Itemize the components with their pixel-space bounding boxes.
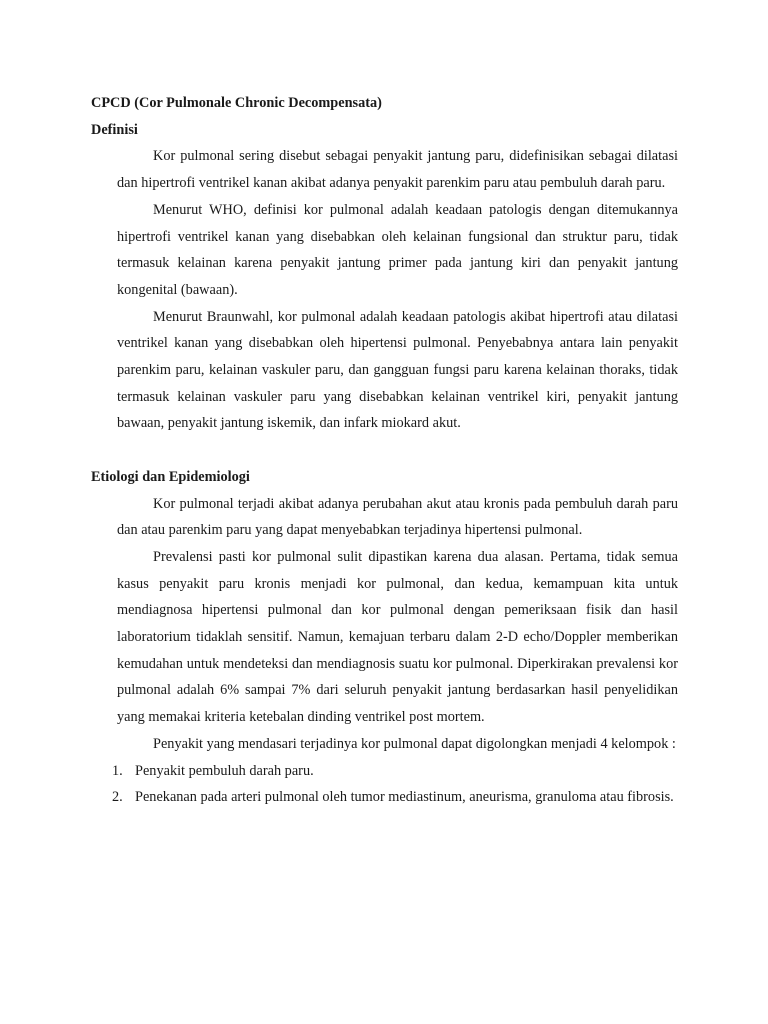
- section-heading-etiologi: Etiologi dan Epidemiologi: [91, 468, 250, 485]
- list-item-text: Penyakit pembuluh darah paru.: [135, 762, 314, 779]
- section-spacer: [91, 437, 678, 464]
- section-heading-definisi: Definisi: [91, 121, 138, 138]
- list-number: 1.: [112, 762, 123, 779]
- list-item: [91, 784, 678, 811]
- document-title: CPCD (Cor Pulmonale Chronic Decompensata): [91, 95, 382, 111]
- list-item: [91, 758, 678, 785]
- document-page: [91, 90, 678, 811]
- paragraph: Prevalensi pasti kor pulmonal sulit dipastikan karena dua alasan. Pertama, tidak semua kasus penyakit paru kronis menjadi kor pulmonal, dan kedua, kemampuan kita untuk mendiagnosa hipertensi pulmonal dan kor pulmonal dengan pemeriksaan fisik dan hasil laboratorium tidaklah sensitif. Namun, kemajuan terbaru dalam 2-D echo/Doppler memberikan kemudahan untuk mendeteksi dan mendiagnosis suatu kor pulmonal. Diperkirakan prevalensi kor pulmonal adalah 6% sampai 7% dari seluruh penyakit jantung berdasarkan hasil penyelidikan yang memakai kriteria ketebalan dinding ventrikel post mortem.: [117, 548, 678, 726]
- paragraph: Kor pulmonal sering disebut sebagai penyakit jantung paru, didefinisikan sebagai dilatasi dan hipertrofi ventrikel kanan akibat adanya penyakit parenkim paru atau pembuluh darah paru.: [117, 148, 678, 192]
- list-number: 2.: [112, 789, 123, 806]
- paragraph: Penyakit yang mendasari terjadinya kor pulmonal dapat digolongkan menjadi 4 kelompok :: [153, 735, 676, 752]
- paragraph: Menurut WHO, definisi kor pulmonal adalah keadaan patologis dengan ditemukannya hipertrofi ventrikel kanan yang disebabkan oleh kelainan fungsional dan struktur paru, tidak termasuk kelainan karena penyakit jantung primer pada jantung kiri dan penyakit jantung kongenital (bawaan).: [117, 201, 678, 298]
- list-item-text: Penekanan pada arteri pulmonal oleh tumor mediastinum, aneurisma, granuloma atau fibrosis.: [135, 789, 674, 806]
- paragraph: Menurut Braunwahl, kor pulmonal adalah keadaan patologis akibat hipertrofi atau dilatasi ventrikel kanan yang disebabkan oleh hipertensi pulmonal. Penyebabnya antara lain penyakit parenkim paru, kelainan vaskuler paru, dan gangguan fungsi paru karena kelainan thoraks, tidak termasuk kelainan vaskuler paru yang disebabkan kelainan ventrikel kiri, penyakit jantung bawaan, penyakit jantung iskemik, dan infark miokard akut.: [117, 308, 678, 432]
- numbered-list: [91, 758, 678, 811]
- paragraph: Kor pulmonal terjadi akibat adanya perubahan akut atau kronis pada pembuluh darah paru dan atau parenkim paru yang dapat menyebabkan terjadinya hipertensi pulmonal.: [117, 495, 678, 539]
